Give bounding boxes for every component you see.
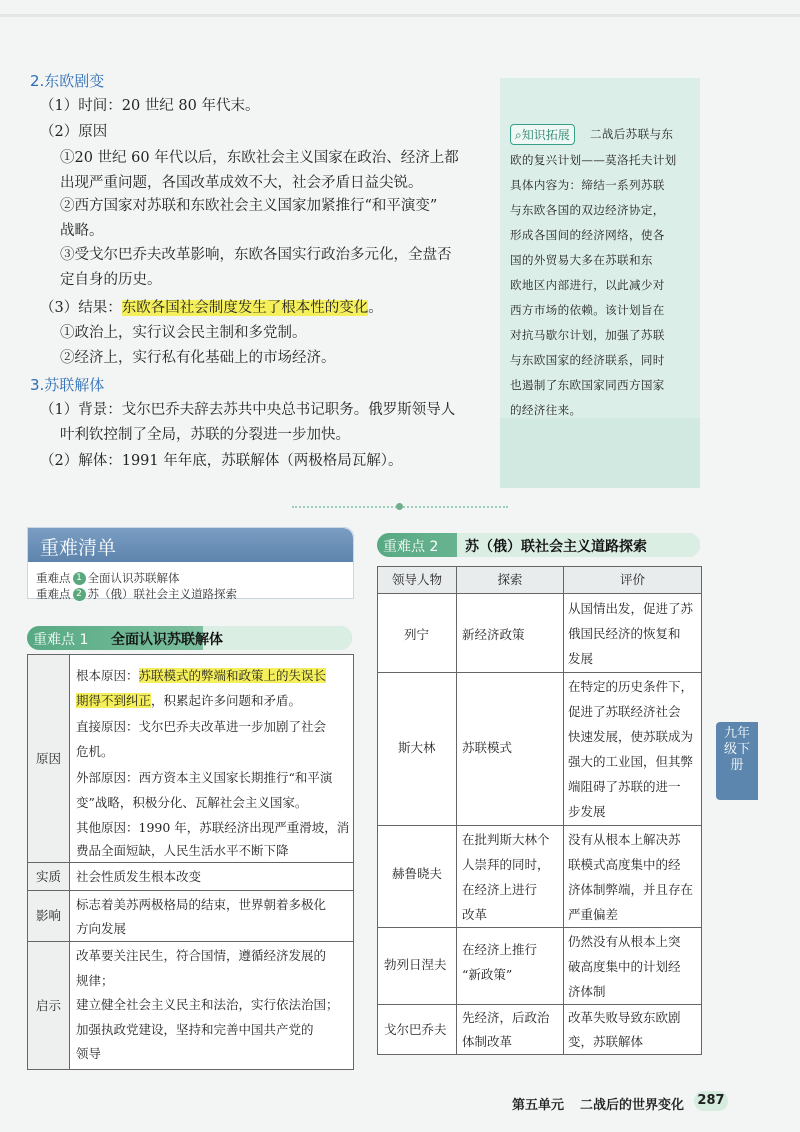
key-point-1-label: 重难点 1 [33, 632, 89, 648]
eval-line: 快速发展，使苏联成为 [568, 729, 694, 744]
eval-line: 联模式高度集中的经 [568, 857, 681, 872]
grade-label: 九年级下册 [724, 726, 751, 773]
cell-line: 危机。 [76, 744, 114, 759]
row-divider [378, 825, 701, 826]
text-line: ①政治上，实行议会民主制和多党制。 [60, 325, 307, 341]
col-header-evaluation: 评价 [564, 567, 701, 593]
result-highlight: 东欧各国社会制度发生了根本性的变化 [121, 300, 369, 316]
panel-title: 重难清单 [40, 537, 117, 559]
item-prefix: 重难点 [36, 571, 71, 585]
eval-line: 仍然没有从根本上突 [568, 934, 681, 949]
explore-line: 改革 [462, 907, 488, 922]
eval-line: 改革失败导致东欧剧 [568, 1010, 681, 1025]
cell-line: 建立健全社会主义民主和法治，实行依法治国； [76, 997, 339, 1012]
cause-prefix: 根本原因： [76, 668, 139, 683]
knowledge-line: 西方市场的依赖。该计划旨在 [510, 303, 665, 317]
text-line: （1）背景：戈尔巴乔夫辞去苏共中央总书记职务。俄罗斯领导人 [40, 402, 456, 418]
section-divider [292, 506, 508, 508]
item-prefix: 重难点 [36, 587, 71, 601]
row-divider [378, 927, 701, 928]
eval-line: 从国情出发，促进了苏 [568, 601, 694, 616]
cell-line: 加强执政党建设，坚持和完善中国共产党的 [76, 1022, 314, 1037]
panel-item-2 [36, 586, 237, 602]
text-line: 战略。 [60, 223, 104, 239]
knowledge-extension-box [500, 78, 700, 488]
knowledge-line: 也遏制了东欧国家同西方国家 [510, 378, 665, 392]
number-badge: 1 [73, 572, 86, 585]
eval-line: 在特定的历史条件下， [568, 679, 694, 694]
leader-lenin: 列宁 [404, 627, 430, 642]
text-line: ①20 世纪 60 年代以后，东欧社会主义国家在政治、经济上都 [60, 150, 459, 166]
explore-line: 人崇拜的同时， [462, 857, 550, 872]
row-divider [28, 890, 353, 891]
eval-line: 强大的工业国，但其弊 [568, 754, 694, 769]
footer-title: 二战后的世界变化 [580, 1098, 685, 1113]
explore-cell: 苏联模式 [462, 740, 513, 755]
knowledge-tag [510, 124, 575, 145]
divider-dot [396, 503, 403, 510]
leader-khrushchev: 赫鲁晓夫 [392, 866, 443, 881]
col-divider [456, 567, 457, 1054]
cell-line: 标志着美苏两极格局的结束，世界朝着多极化 [76, 897, 327, 912]
eval-line: 端阻碍了苏联的进一 [568, 779, 681, 794]
leader-brezhnev: 勃列日涅夫 [384, 957, 447, 972]
explore-line: 先经济，后政治 [462, 1010, 550, 1025]
key-point-2-title: 苏（俄）联社会主义道路探索 [465, 539, 647, 555]
item-text: 全面认识苏联解体 [87, 571, 180, 585]
text-line: 叶利钦控制了全局，苏联的分裂进一步加快。 [60, 427, 350, 443]
cause-highlight: 期得不到纠正 [76, 693, 152, 708]
cell-line: 方向发展 [76, 921, 127, 936]
knowledge-line: 对抗马歇尔计划，加强了苏联 [510, 328, 665, 342]
eval-line: 变，苏联解体 [568, 1034, 644, 1049]
number-badge: 2 [73, 588, 86, 601]
key-point-2-header [377, 533, 700, 557]
cause-rest: ，积累起许多问题和矛盾。 [151, 693, 302, 708]
knowledge-line: 欧的复兴计划——莫洛托夫计划 [510, 153, 677, 167]
footer-unit: 第五单元 [512, 1098, 565, 1113]
panel-item-1 [36, 570, 180, 586]
knowledge-line: 形成各国间的经济网络，使各 [510, 228, 665, 242]
eval-line: 济体制弊端，并且存在 [568, 882, 694, 897]
knowledge-line: 二战后苏联与东 [590, 127, 674, 141]
cell-line: 领导 [76, 1046, 102, 1061]
row-label-essence: 实质 [28, 863, 70, 890]
cell-line: 其他原因：1990 年，苏联经济出现严重滑坡，消 [76, 820, 350, 835]
text-line: ②经济上，实行私有化基础上的市场经济。 [60, 350, 336, 366]
eval-line: 济体制 [568, 984, 606, 999]
cell-line: 规律； [76, 973, 114, 988]
result-line [40, 298, 383, 318]
key-points-panel [27, 527, 354, 599]
cell-line [76, 663, 326, 688]
knowledge-line: 具体内容为：缔结一系列苏联 [510, 178, 665, 192]
search-icon: ⌕ [515, 128, 522, 142]
eval-line: 破高度集中的计划经 [568, 959, 681, 974]
cell-line: 外部原因：西方资本主义国家长期推行“和平演 [76, 770, 333, 785]
leader-gorbachev: 戈尔巴乔夫 [384, 1022, 447, 1037]
explore-cell: 新经济政策 [462, 627, 525, 642]
explore-line: 在批判斯大林个 [462, 832, 550, 847]
row-label-cause: 原因 [28, 655, 70, 862]
text-line: ③受戈尔巴乔夫改革影响，东欧各国实行政治多元化，全盘否 [60, 247, 452, 263]
top-rule [0, 14, 800, 17]
knowledge-line: 与东欧各国的双边经济协定， [510, 203, 665, 217]
cell-line: 社会性质发生根本改变 [76, 869, 202, 884]
eval-line: 没有从根本上解决苏 [568, 832, 681, 847]
col-header-explore: 探索 [457, 567, 563, 593]
key-point-1-title: 全面认识苏联解体 [111, 632, 223, 648]
key-point-2-label: 重难点 2 [383, 539, 439, 555]
pill-fade [203, 626, 352, 650]
knowledge-tag-label: 知识拓展 [521, 128, 570, 142]
box-bottom-band [500, 418, 700, 488]
grade-side-tab [716, 722, 758, 800]
cell-line: 费品全面短缺，人民生活水平不断下降 [76, 843, 289, 858]
panel-header [28, 528, 353, 562]
result-label: （3）结果： [40, 300, 122, 316]
row-label-lesson: 启示 [28, 942, 70, 1069]
eval-line: 俄国民经济的恢复和 [568, 626, 681, 641]
explore-line: 体制改革 [462, 1034, 513, 1049]
col-divider [563, 567, 564, 1054]
section-heading-ussr-dissolution: 3.苏联解体 [30, 376, 105, 394]
cell-line: 改革要关注民生，符合国情，遵循经济发展的 [76, 948, 327, 963]
ussr-dissolution-table [27, 654, 354, 1070]
text-line: （1）时间：20 世纪 80 年代末。 [40, 98, 260, 114]
row-divider [378, 672, 701, 673]
row-divider [378, 593, 701, 594]
key-point-1-header [27, 626, 352, 650]
cell-line: 变”战略，积极分化、瓦解社会主义国家。 [76, 795, 308, 810]
row-divider [28, 862, 353, 863]
cell-line: 直接原因：戈尔巴乔夫改革进一步加剧了社会 [76, 719, 327, 734]
knowledge-line: 欧地区内部进行，以此减少对 [510, 278, 665, 292]
cause-highlight: 苏联模式的弊端和政策上的失误长 [138, 668, 327, 683]
row-divider [28, 941, 353, 942]
socialism-exploration-table [377, 566, 702, 1055]
text-line: 定自身的历史。 [60, 272, 162, 288]
text-line: 出现严重问题，各国改革成效不大，社会矛盾日益尖锐。 [60, 175, 423, 191]
text-line: ②西方国家对苏联和东欧社会主义国家加紧推行“和平演变” [60, 198, 438, 214]
knowledge-line: 与东欧国家的经济联系，同时 [510, 353, 665, 367]
col-header-leader: 领导人物 [378, 567, 456, 593]
section-heading-east-europe: 2.东欧剧变 [30, 72, 105, 90]
knowledge-line: 的经济往来。 [510, 403, 582, 417]
text-line: （2）解体：1991 年年底，苏联解体（两极格局瓦解）。 [40, 453, 403, 469]
eval-line: 促进了苏联经济社会 [568, 704, 681, 719]
page-number: 287 [694, 1091, 728, 1111]
knowledge-line: 国的外贸易大多在苏联和东 [510, 253, 653, 267]
row-label-impact: 影响 [28, 891, 70, 941]
text-line: （2）原因 [40, 124, 108, 140]
eval-line: 严重偏差 [568, 907, 619, 922]
cell-line [76, 688, 301, 713]
explore-line: 在经济上推行 [462, 942, 538, 957]
result-end: 。 [368, 300, 383, 316]
eval-line: 步发展 [568, 804, 606, 819]
explore-line: 在经济上进行 [462, 882, 538, 897]
leader-stalin: 斯大林 [398, 740, 436, 755]
eval-line: 发展 [568, 651, 594, 666]
item-text: 苏（俄）联社会主义道路探索 [87, 587, 237, 601]
explore-line: “新政策” [462, 967, 513, 982]
